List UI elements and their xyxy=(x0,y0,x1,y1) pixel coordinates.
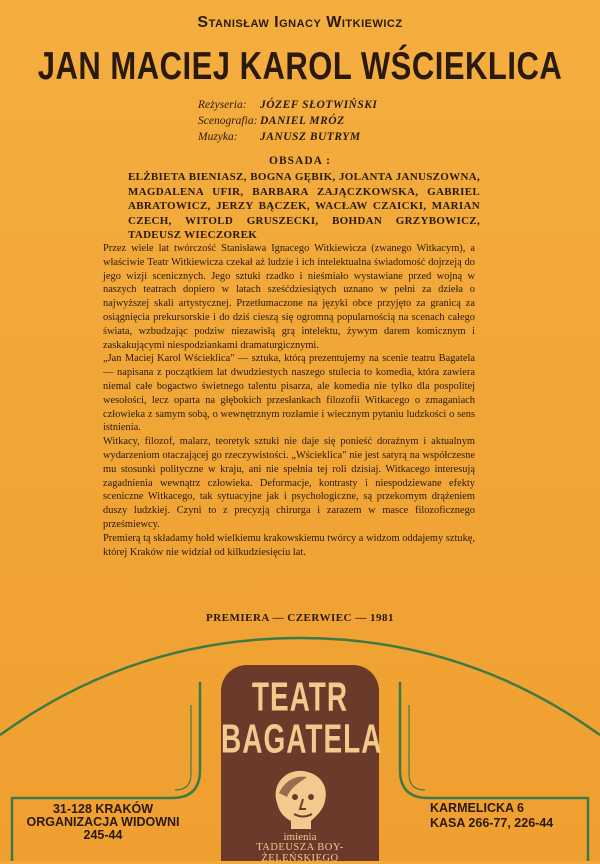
theatre-emblem xyxy=(221,665,383,864)
portrait-icon xyxy=(261,763,339,831)
footer-street: KARMELICKA 6 xyxy=(430,801,524,815)
credit-role: Scenografia: xyxy=(198,115,258,127)
emblem-teatr: TEATR xyxy=(251,674,349,720)
description-paragraph: Witkacy, filozof, malarz, teoretyk sztuki nie daje się ponieść doraźnym i aktualnym wydarzeniom otaczającej go rzeczywistości. „Wścieklica" nie jest satyrą na współczesne mu stosunki polityczne w kraju, ani nie spełnia tej roli dzisiaj. Witkacego interesują zagadnienia wewnątrz człowieka. Deformacje, kontrasty i niespodziewane efekty sceniczne Witkacego, tak sytuacyjne jak i psychologiczne, są przekornym drążeniem duszy ludzkiej. Czyni to z precyzją chirurga i zarazem w masce filozoficznego prześmiewcy. xyxy=(103,436,475,530)
credit-name: DANIEL MRÓZ xyxy=(260,115,345,127)
premiere-date: PREMIERA — CZERWIEC — 1981 xyxy=(205,612,395,624)
emblem-imienia: imienia xyxy=(283,831,317,843)
footer-organization: ORGANIZACJA WIDOWNI xyxy=(26,815,180,829)
description-paragraph: Przez wiele lat twórczość Stanisława Ignacego Witkiewicza (zwanego Witkacym), a właściwie Teatr Witkiewicza czekał aż ludzie i ich intelektualna świadomość dojrzeją do jego wizji scenicznych. Jego sztuki rzadko i nieśmiało wystawiane przed wojną w naszych teatrach dopiero w latach sześćdziesiątych uznano w pełni za dzieła o najwyższej skali artystycznej. Przetłumaczone na języki obce przyjęto za granicą za osiągnięcia prekursorskie i do dziś cieszą się ogromną popularnością na scenach całego świata, wzbudzając podziw niezawisłą grą intelektu, żywym darem komicznym i zaskakującymi niespodziankami dramaturgicznymi. xyxy=(103,243,475,351)
footer-phone: 245-44 xyxy=(83,828,123,842)
credit-music xyxy=(198,129,498,145)
description-paragraph: Premierą tą składamy hołd wielkiemu krakowskiemu twórcy a widzom oddajemy sztukę, której Kraków nie widział od kilkudziesięciu lat. xyxy=(103,532,475,558)
footer-box-office: KASA 266-77, 226-44 xyxy=(430,816,554,830)
credit-name: JANUSZ BUTRYM xyxy=(260,131,361,143)
emblem-patron: TADEUSZA BOY-ŻELEŃSKIEGO xyxy=(256,842,344,864)
footer-address xyxy=(18,803,188,842)
credit-direction xyxy=(198,97,498,113)
cast-heading: OBSADA : xyxy=(269,155,331,167)
credit-role: Reżyseria: xyxy=(198,99,247,111)
description xyxy=(103,242,475,559)
play-title: JAN MACIEJ KAROL WŚCIEKLICA xyxy=(37,44,563,88)
footer-postcode: 31-128 KRAKÓW xyxy=(52,802,154,816)
credit-name: JÓZEF SŁOTWIŃSKI xyxy=(260,99,378,111)
emblem-bagatela: BAGATELA xyxy=(221,716,383,762)
footer-contact xyxy=(430,801,590,831)
author-name: Stanisław Ignacy Witkiewicz xyxy=(197,14,403,31)
description-paragraph: „Jan Maciej Karol Wścieklica" — sztuka, którą prezentujemy na scenie teatru Bagatela — napisana z początkiem lat dwudziestych naszego stulecia to komedia, która zawiera niemal całe bogactwo świetnego talentu pisarza, ale komedia nie tylko dla pospolitej wesołości, lecz oparta na głębokich przesłankach filozofii Witkacego o zmaganiach człowieka z samym sobą, o wewnętrznym rozłamie i wiecznym pytaniu ludzkości o sens istnienia. xyxy=(103,353,475,434)
credit-scenography xyxy=(198,113,498,129)
cast-list: ELŻBIETA BIENIASZ, BOGNA GĘBIK, JOLANTA JANUSZOWNA, MAGDALENA UFIR, BARBARA ZAJĄCZKOWSKA, GABRIEL ABRATOWICZ, JERZY BĄCZEK, WACŁAW CZAICKI, MARIAN CZECH, WITOLD GRUSZECKI, BOHDAN GRZYBOWICZ, TADEUSZ WIECZOREK xyxy=(128,171,480,242)
credits xyxy=(198,97,498,145)
credit-role: Muzyka: xyxy=(198,131,238,143)
